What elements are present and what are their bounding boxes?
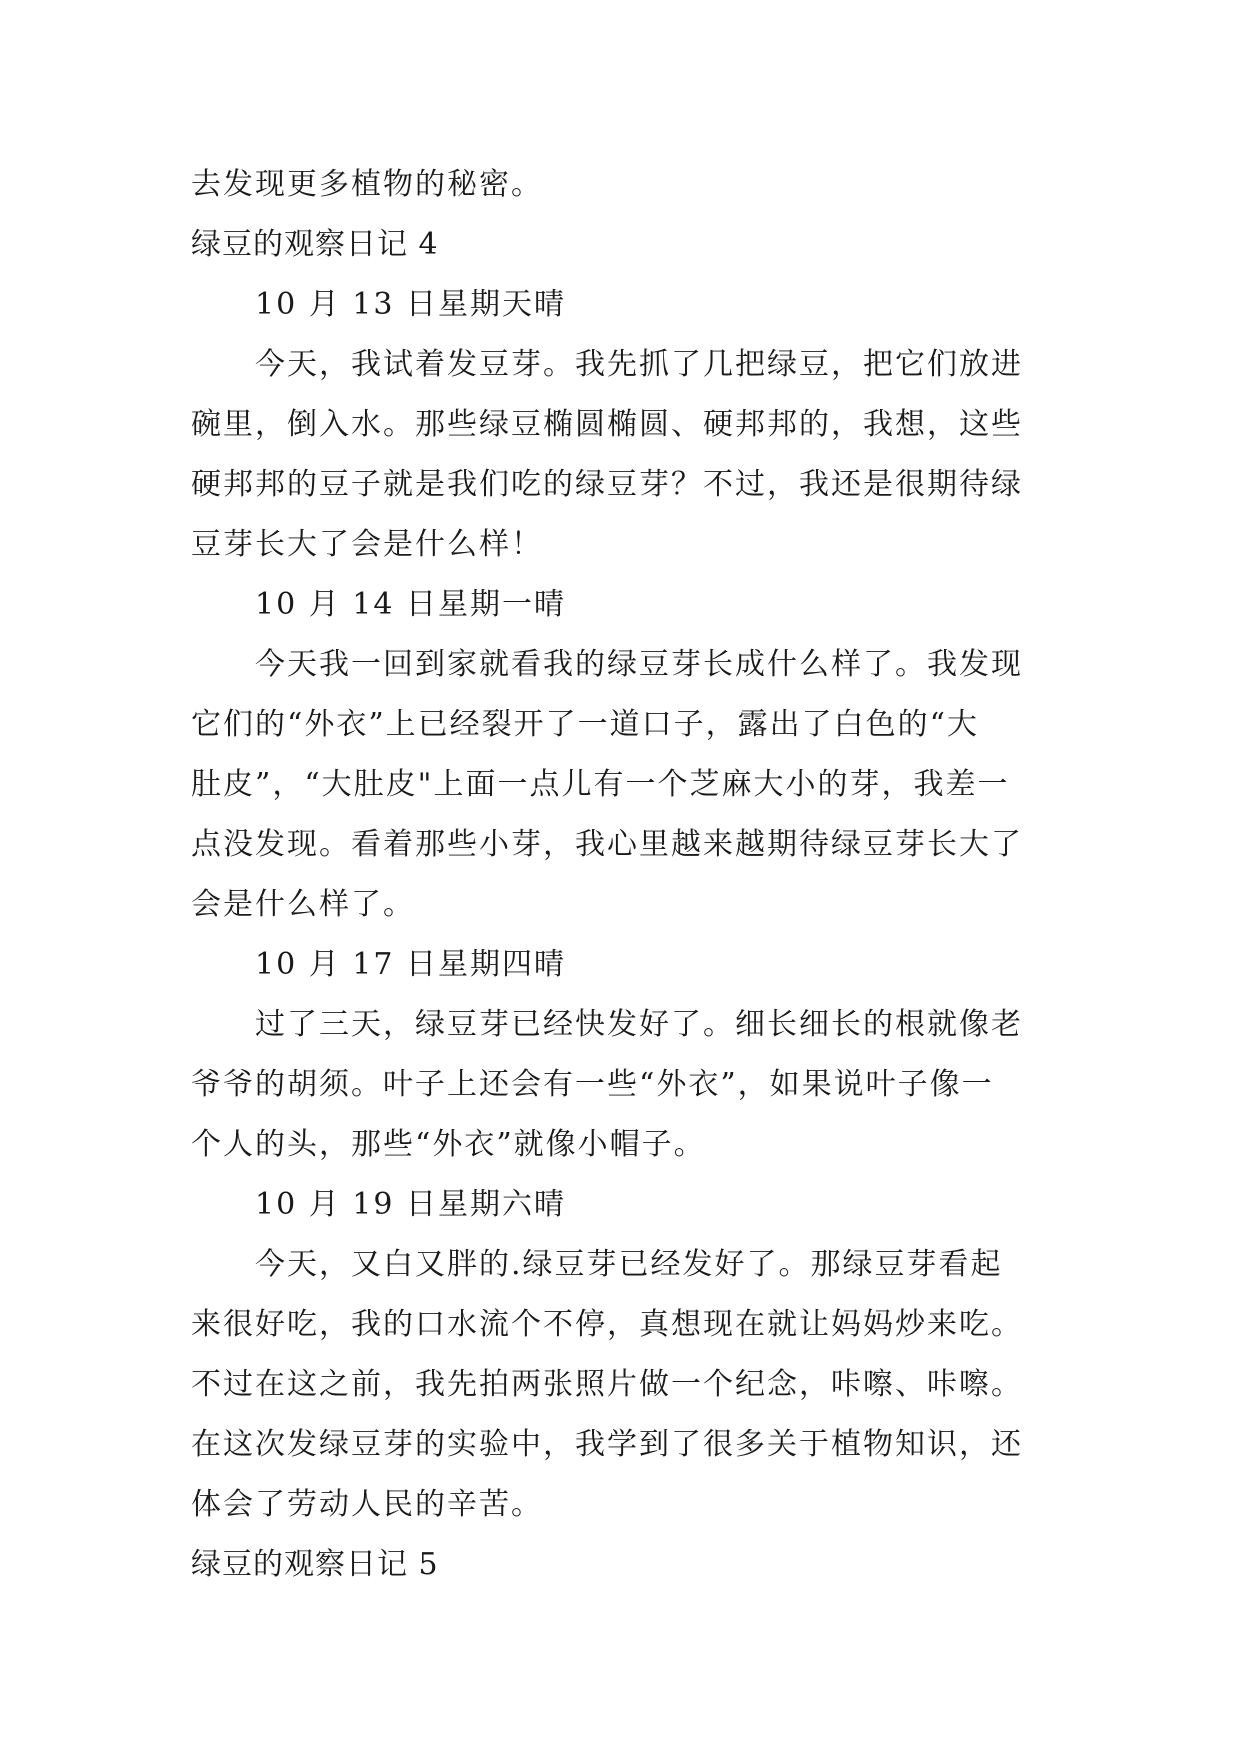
paragraph-line: 在这次发绿豆芽的实验中，我学到了很多关于植物知识，还 [191, 1427, 1023, 1462]
text-line: 去发现更多植物的秘密。 [191, 167, 543, 202]
document-page [191, 155, 1071, 1595]
section-heading: 绿豆的观察日记 4 [191, 227, 439, 262]
paragraph-line: 肚皮”，“大肚皮"上面一点儿有一个芝麻大小的芽，我差一 [191, 767, 1010, 802]
date-line: 10 月 17 日星期四晴 [255, 947, 566, 982]
paragraph-line: 它们的“外衣”上已经裂开了一道口子，露出了白色的“大 [191, 707, 980, 742]
paragraph-line: 今天我一回到家就看我的绿豆芽长成什么样了。我发现 [255, 647, 1023, 682]
paragraph-line: 个人的头，那些“外衣”就像小帽子。 [191, 1127, 706, 1162]
paragraph-line: 今天，我试着发豆芽。我先抓了几把绿豆，把它们放进 [255, 347, 1023, 382]
date-line: 10 月 13 日星期天晴 [255, 287, 566, 322]
date-line: 10 月 19 日星期六晴 [255, 1187, 566, 1222]
section-heading: 绿豆的观察日记 5 [191, 1547, 439, 1582]
paragraph-line: 过了三天，绿豆芽已经快发好了。细长细长的根就像老 [255, 1007, 1023, 1042]
paragraph-line: 不过在这之前，我先拍两张照片做一个纪念，咔嚓、咔嚓。 [191, 1367, 1023, 1402]
paragraph-line: 来很好吃，我的口水流个不停，真想现在就让妈妈炒来吃。 [191, 1307, 1023, 1342]
date-line: 10 月 14 日星期一晴 [255, 587, 566, 622]
paragraph-line: 硬邦邦的豆子就是我们吃的绿豆芽？不过，我还是很期待绿 [191, 467, 1023, 502]
paragraph-line: 体会了劳动人民的辛苦。 [191, 1487, 543, 1522]
paragraph-line: 豆芽长大了会是什么样！ [191, 527, 543, 562]
paragraph-line: 会是什么样了。 [191, 887, 415, 922]
paragraph-line: 爷爷的胡须。叶子上还会有一些“外衣”，如果说叶子像一 [191, 1067, 994, 1102]
paragraph-line: 今天，又白又胖的.绿豆芽已经发好了。那绿豆芽看起 [255, 1247, 1003, 1282]
paragraph-line: 点没发现。看着那些小芽，我心里越来越期待绿豆芽长大了 [191, 827, 1023, 862]
paragraph-line: 碗里，倒入水。那些绿豆椭圆椭圆、硬邦邦的，我想，这些 [191, 407, 1023, 442]
